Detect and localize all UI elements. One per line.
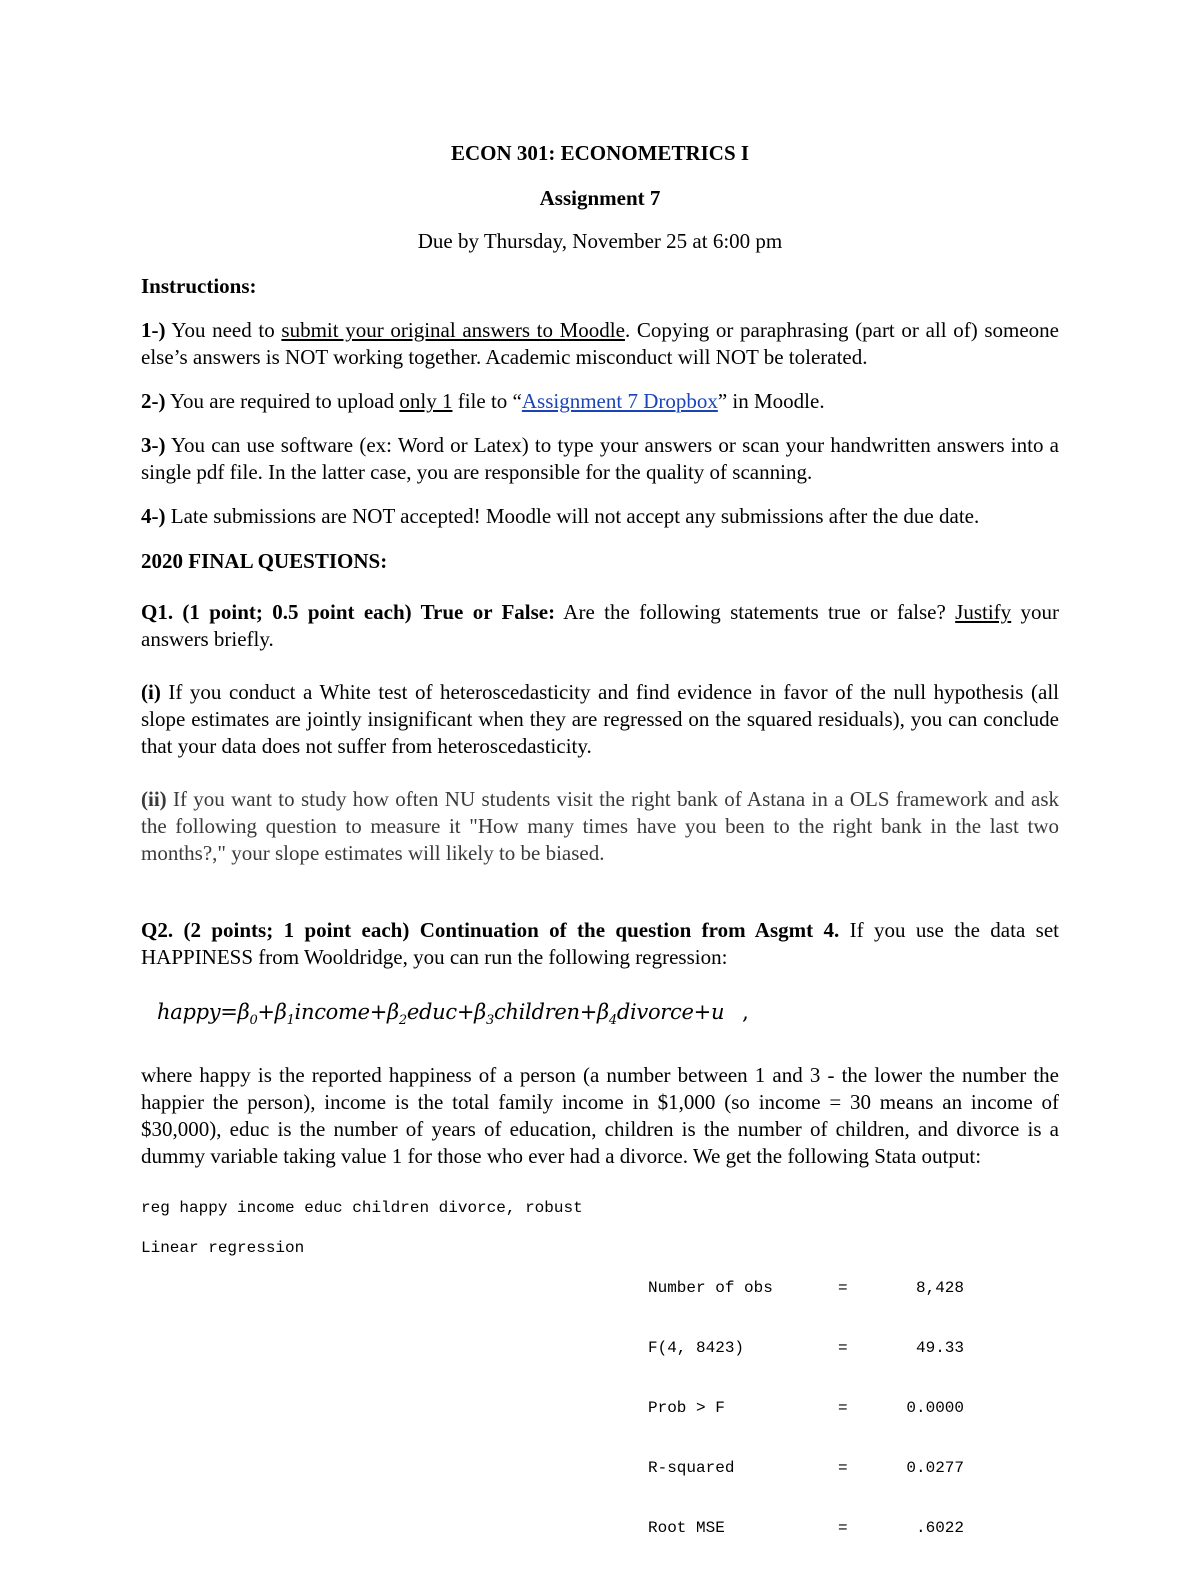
stat-value: 0.0277	[906, 1459, 964, 1478]
question-1-part-i	[141, 679, 1059, 760]
question-2	[141, 917, 1059, 971]
stat-label: R-squared	[648, 1459, 735, 1478]
stat-equals: =	[838, 1279, 848, 1298]
eq-error-term: u	[710, 1000, 725, 1024]
eq-sub3: 3	[485, 1013, 494, 1029]
instruction-1-underlined: submit your original answers to Moodle	[281, 318, 625, 342]
instructions-heading: Instructions:	[141, 274, 257, 298]
eq-var-children: children	[493, 1000, 580, 1024]
regression-equation	[157, 999, 1059, 1034]
stat-equals: =	[838, 1459, 848, 1478]
eq-lhs: happy	[157, 1000, 221, 1024]
instruction-4-number: 4-)	[141, 504, 166, 528]
stat-equals: =	[838, 1519, 848, 1538]
eq-var-educ: educ	[406, 1000, 457, 1024]
instruction-2-number: 2-)	[141, 389, 166, 413]
stata-command: reg happy income educ children divorce, robust	[141, 1199, 583, 1218]
course-title: ECON 301: ECONOMETRICS I	[450, 141, 750, 165]
stat-value: .6022	[915, 1519, 964, 1538]
eq-beta0: β	[237, 1000, 250, 1024]
part-i-number: (i)	[141, 680, 161, 704]
eq-plus5: +	[693, 1000, 711, 1024]
eq-plus3: +	[456, 1000, 475, 1024]
document-content	[141, 140, 1060, 1538]
instruction-3	[141, 432, 1059, 486]
stat-label: Root MSE	[648, 1519, 725, 1538]
stata-stats	[648, 1238, 964, 1578]
instruction-2-text-a: You are required to upload	[165, 389, 400, 413]
assignment-title: Assignment 7	[539, 186, 661, 210]
stat-value: 0.0000	[906, 1399, 964, 1418]
eq-var-income: income	[294, 1000, 370, 1024]
stat-row	[648, 1458, 964, 1478]
eq-equals: =	[220, 1000, 238, 1024]
stat-label: Prob > F	[648, 1399, 725, 1418]
eq-sub2: 2	[398, 1013, 407, 1029]
eq-beta3: β	[474, 1000, 486, 1024]
stat-row	[648, 1338, 964, 1358]
question-1-part-ii	[141, 786, 1059, 867]
instruction-2-text-b: file to “	[452, 389, 522, 413]
question-1-text-a: Are the following statements true or false?	[555, 600, 956, 624]
eq-sub0: 0	[249, 1013, 258, 1029]
instruction-1	[141, 317, 1059, 371]
stat-row	[648, 1518, 964, 1538]
instruction-1-text-b: . Copying or paraphrasing (part or all of) someone else’s answers is NOT working together. Academic misconduct will NOT be tolerated.	[141, 318, 1060, 369]
question-2-heading: Q2. (2 points; 1 point each) Continuation of the question from Asgmt 4.	[141, 918, 840, 942]
question-1-heading: Q1. (1 point; 0.5 point each) True or False:	[141, 600, 556, 624]
dropbox-link[interactable]: Assignment 7 Dropbox	[521, 389, 718, 413]
stat-equals: =	[838, 1339, 848, 1358]
instruction-3-text: You can use software (ex: Word or Latex) to type your answers or scan your handwritten answers into a single pdf file. In the latter case, you are responsible for the quality of scanning.	[141, 433, 1059, 484]
stat-row	[648, 1278, 964, 1298]
instruction-1-number: 1-)	[141, 318, 166, 342]
variable-description: where happy is the reported happiness of a person (a number between 1 and 3 - the lower the number the happier the person), income is the total family income in $1,000 (so income = 30 means an income of $30,000), educ is the number of years of education, children is the number of children, and divorce is a dummy variable taking value 1 for those who ever had a divorce. We get the following Stata output:	[141, 1063, 1059, 1169]
instruction-2-text-c: ” in Moodle.	[717, 389, 825, 413]
stat-row	[648, 1398, 964, 1418]
instruction-2-underlined: only 1	[399, 389, 453, 413]
question-2-text: If you use the data set HAPPINESS from Wooldridge, you can run the following regression:	[141, 918, 1059, 969]
eq-beta4: β	[597, 1000, 609, 1024]
part-i-text: If you conduct a White test of heteroscedasticity and find evidence in favor of the null hypothesis (all slope estimates are jointly insignificant when they are regressed on the squared residuals), you can conclude that your data does not suffer from heteroscedasticity.	[141, 680, 1059, 758]
stat-label: F(4, 8423)	[648, 1339, 745, 1358]
part-ii-number: (ii)	[141, 787, 167, 811]
stat-label: Number of obs	[648, 1279, 773, 1298]
instruction-4	[141, 503, 1059, 530]
eq-beta2: β	[387, 1000, 399, 1024]
part-ii-text: If you want to study how often NU students visit the right bank of Astana in a OLS framework and ask the following question to measure it "How many times have you been to the right bank in the last two months?," your slope estimates will likely to be biased.	[141, 787, 1059, 865]
stata-output	[141, 1238, 1059, 1538]
eq-sub1: 1	[286, 1013, 295, 1029]
due-date: Due by Thursday, November 25 at 6:00 pm	[417, 229, 783, 253]
instruction-2	[141, 388, 1059, 415]
question-1	[141, 599, 1059, 653]
stat-equals: =	[838, 1399, 848, 1418]
instruction-3-number: 3-)	[141, 433, 166, 457]
stata-model-label: Linear regression	[141, 1239, 305, 1258]
eq-plus1: +	[257, 1000, 275, 1024]
stat-value: 49.33	[915, 1339, 964, 1358]
final-questions-heading: 2020 FINAL QUESTIONS:	[141, 549, 388, 573]
instruction-4-text: Late submissions are NOT accepted! Moodle will not accept any submissions after the due date.	[165, 504, 980, 528]
eq-beta1: β	[274, 1000, 287, 1024]
eq-plus4: +	[579, 1000, 598, 1024]
eq-plus2: +	[369, 1000, 388, 1024]
eq-comma: ,	[742, 1000, 749, 1024]
eq-var-divorce: divorce	[616, 1000, 694, 1024]
instruction-1-text-a: You need to	[165, 318, 282, 342]
eq-sub4: 4	[608, 1013, 617, 1029]
stat-value: 8,428	[915, 1279, 964, 1298]
question-1-underlined: Justify	[955, 600, 1012, 624]
question-1-text-b: your answers briefly.	[141, 600, 1059, 651]
